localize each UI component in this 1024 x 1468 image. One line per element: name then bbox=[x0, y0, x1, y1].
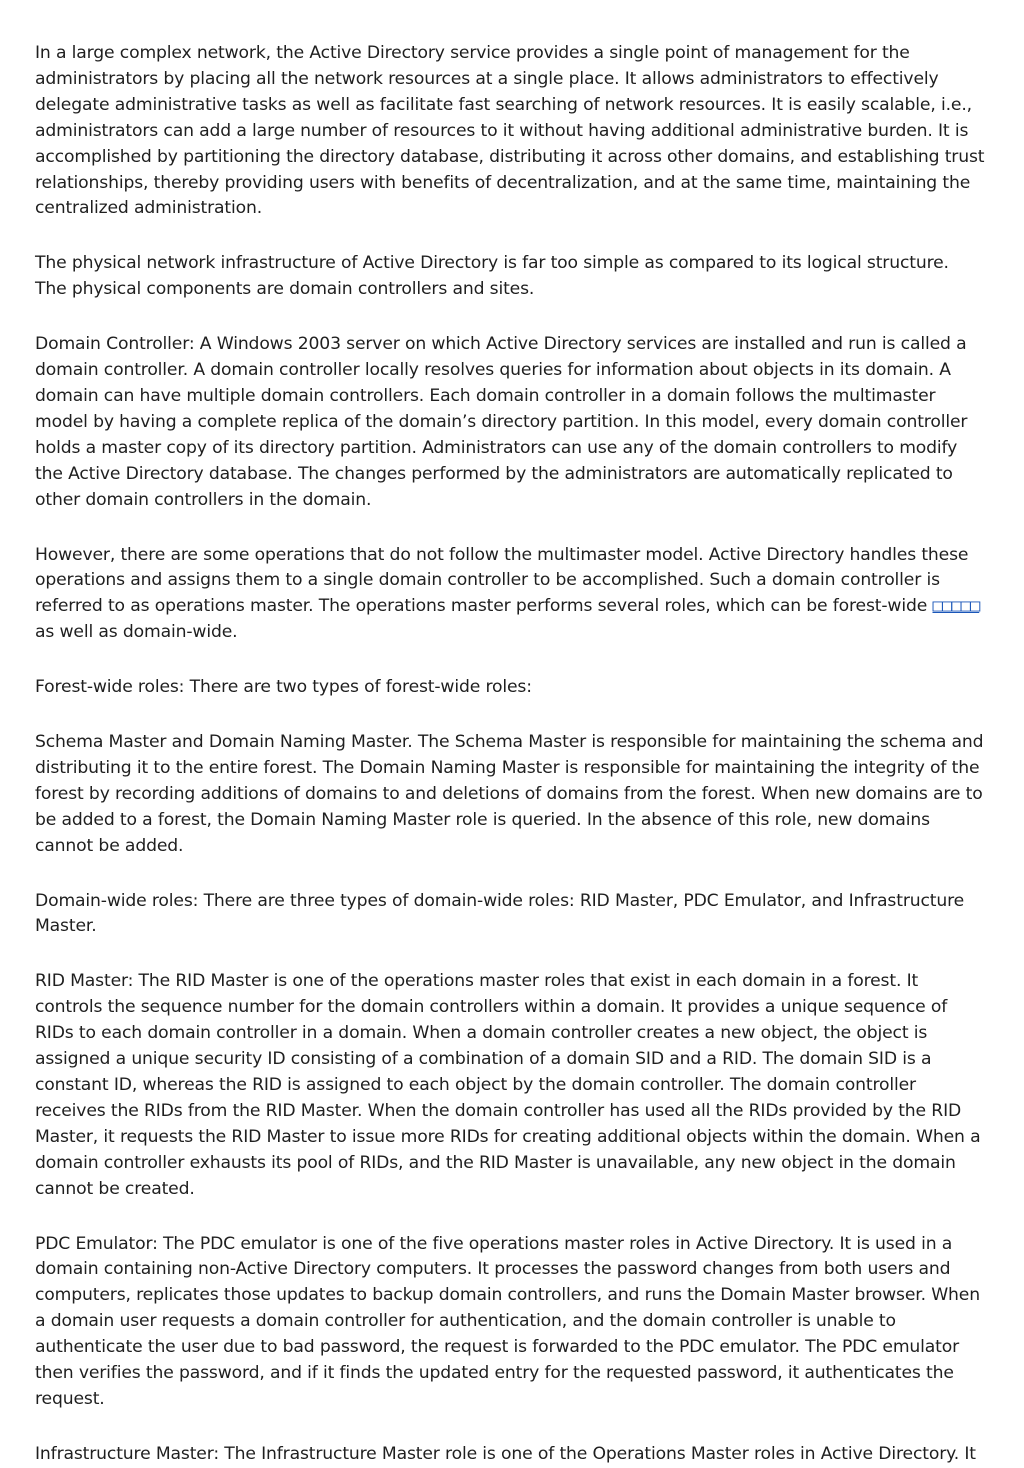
paragraph-intro: In a large complex network, the Active Directory service provides a single point of management for the administrators by placing all the network resources at a single place. It allows administrators to effectively delegate administrative tasks as well as facilitate fast searching of network resources. It is easily scalable, i.e., administrators can add a large number of resources to it without having additional administrative burden. It is accomplished by partitioning the directory database, distributing it across other domains, and establishing trust relationships, thereby providing users with benefits of decentralization, and at the same time, maintaining the centralized administration. bbox=[35, 43, 985, 219]
paragraph-infrastructure-master: Infrastructure Master: The Infrastructure Master role is one of the Operations Master roles in Active Directory. It bbox=[35, 1443, 976, 1464]
document-body bbox=[35, 41, 985, 1468]
operations-master-text: However, there are some operations that do not follow the multimaster model. Active Directory handles these operations and assigns them to a single domain controller to be accomplished. Such a domain controller is referred to as operations master. The operations master performs several roles, which can be forest-wide bbox=[35, 544, 969, 617]
paragraph-operations-master bbox=[35, 543, 985, 647]
paragraph-rid-master: RID Master: The RID Master is one of the operations master roles that exist in each domain in a forest. It controls the sequence number for the domain controllers within a domain. It provides a unique sequence of RIDs to each domain controller in a domain. When a domain controller creates a new object, the object is assigned a unique security ID consisting of a combination of a domain SID and a RID. The domain SID is a constant ID, whereas the RID is assigned to each object by the domain controller. The domain controller receives the RIDs from the RID Master. When the domain controller has used all the RIDs provided by the RID Master, it requests the RID Master to issue more RIDs for creating additional objects within the domain. When a domain controller exhausts its pool of RIDs, and the RID Master is unavailable, any new object in the domain cannot be created. bbox=[35, 971, 981, 1199]
paragraph-schema-master: Schema Master and Domain Naming Master. The Schema Master is responsible for maintaining the schema and distributing it to the entire forest. The Domain Naming Master is responsible for maintaining the integrity of the forest by recording additions of domains to and deletions of domains from the forest. When new domains are to be added to a forest, the Domain Naming Master role is queried. In the absence of this role, new domains cannot be added. bbox=[35, 732, 984, 856]
paragraph-domain-controller: Domain Controller: A Windows 2003 server on which Active Directory services are installed and run is called a domain controller. A domain controller locally resolves queries for information about objects in its domain. A domain can have multiple domain controllers. Each domain controller in a domain follows the multimaster model by having a complete replica of the domain’s directory partition. In this model, every domain controller holds a master copy of its directory partition. Administrators can use any of the domain controllers to modify the Active Directory database. The changes performed by the administrators are automatically replicated to other domain controllers in the domain. bbox=[35, 334, 968, 510]
paragraph-forest-wide-roles: Forest-wide roles: There are two types of forest-wide roles: bbox=[35, 677, 532, 698]
inline-link[interactable]: □□□□□ bbox=[932, 596, 980, 617]
paragraph-domain-wide-roles: Domain-wide roles: There are three types of domain-wide roles: RID Master, PDC Emulator, and Infrastructure Master. bbox=[35, 890, 965, 937]
paragraph-pdc-emulator: PDC Emulator: The PDC emulator is one of the five operations master roles in Active Directory. It is used in a domain containing non-Active Directory computers. It processes the password changes from both users and computers, replicates those updates to backup domain controllers, and runs the Domain Master browser. When a domain user requests a domain controller for authentication, and the domain controller is unable to authenticate the user due to bad password, the request is forwarded to the PDC emulator. The PDC emulator then verifies the password, and if it finds the updated entry for the requested password, it authenticates the request. bbox=[35, 1233, 980, 1409]
paragraph-physical-infrastructure: The physical network infrastructure of Active Directory is far too simple as compared to its logical structure. The physical components are domain controllers and sites. bbox=[35, 253, 949, 300]
operations-master-text-tail: as well as domain-wide. bbox=[35, 622, 238, 643]
